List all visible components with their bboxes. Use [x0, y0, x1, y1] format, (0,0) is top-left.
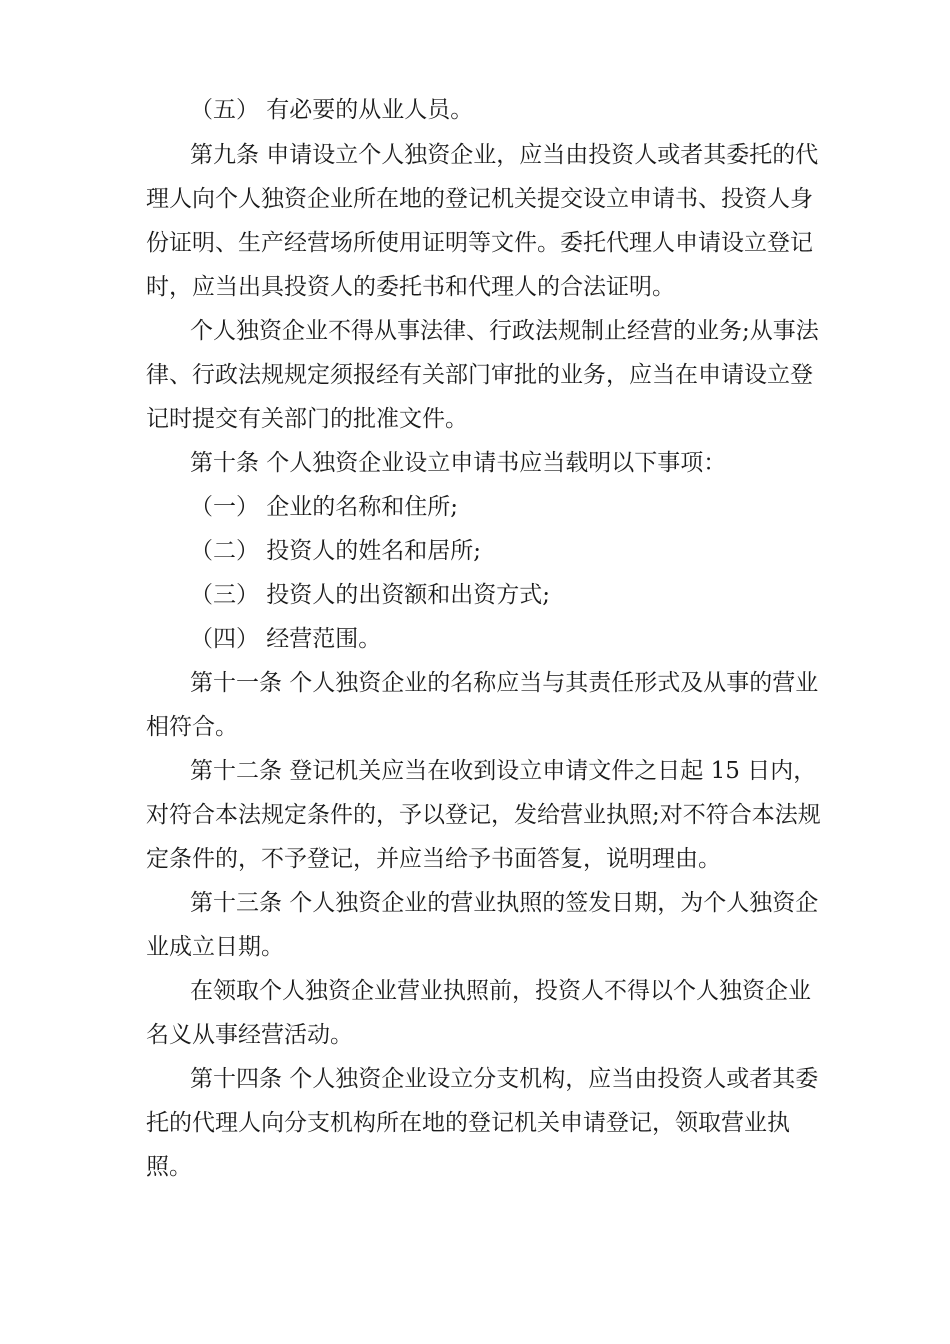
article-13-line-1: 第十三条 个人独资企业的营业执照的签发日期，为个人独资企: [190, 890, 819, 916]
paragraph-prohibition-line-2: 律、行政法规规定须报经有关部门审批的业务，应当在申请设立登: [146, 362, 813, 388]
article-10-item-1: （一） 企业的名称和住所;: [190, 494, 459, 520]
article-13-line-2: 业成立日期。: [146, 934, 284, 960]
article-9-line-3: 份证明、生产经营场所使用证明等文件。委托代理人申请设立登记: [146, 230, 813, 256]
paragraph-license-line-1: 在领取个人独资企业营业执照前，投资人不得以个人独资企业: [190, 978, 811, 1004]
paragraph-license-line-2: 名义从事经营活动。: [146, 1022, 353, 1048]
article-12-line-3: 定条件的，不予登记，并应当给予书面答复，说明理由。: [146, 846, 721, 872]
article-9-line-4: 时，应当出具投资人的委托书和代理人的合法证明。: [146, 274, 675, 300]
article-14-line-2: 托的代理人向分支机构所在地的登记机关申请登记，领取营业执: [146, 1110, 790, 1136]
article-10-item-2: （二） 投资人的姓名和居所;: [190, 538, 482, 564]
article-14-line-1: 第十四条 个人独资企业设立分支机构，应当由投资人或者其委: [190, 1066, 819, 1092]
article-11-line-2: 相符合。: [146, 714, 238, 740]
article-10-item-4: （四） 经营范围。: [190, 626, 382, 652]
article-10-heading: 第十条 个人独资企业设立申请书应当载明以下事项：: [190, 450, 727, 476]
article-10-item-3: （三） 投资人的出资额和出资方式;: [190, 582, 551, 608]
clause-5-item: （五） 有必要的从业人员。: [190, 97, 474, 123]
article-11-line-1: 第十一条 个人独资企业的名称应当与其责任形式及从事的营业: [190, 670, 819, 696]
paragraph-prohibition-line-3: 记时提交有关部门的批准文件。: [146, 406, 468, 432]
article-9-line-2: 理人向个人独资企业所在地的登记机关提交设立申请书、投资人身: [146, 186, 813, 212]
article-12-line-2: 对符合本法规定条件的，予以登记，发给营业执照;对不符合本法规: [146, 802, 821, 828]
article-12-line-1: 第十二条 登记机关应当在收到设立申请文件之日起 15 日内，: [190, 758, 817, 784]
paragraph-prohibition-line-1: 个人独资企业不得从事法律、行政法规制止经营的业务;从事法: [190, 318, 819, 344]
article-14-line-3: 照。: [146, 1154, 192, 1180]
article-9-line-1: 第九条 申请设立个人独资企业，应当由投资人或者其委托的代: [190, 142, 819, 168]
